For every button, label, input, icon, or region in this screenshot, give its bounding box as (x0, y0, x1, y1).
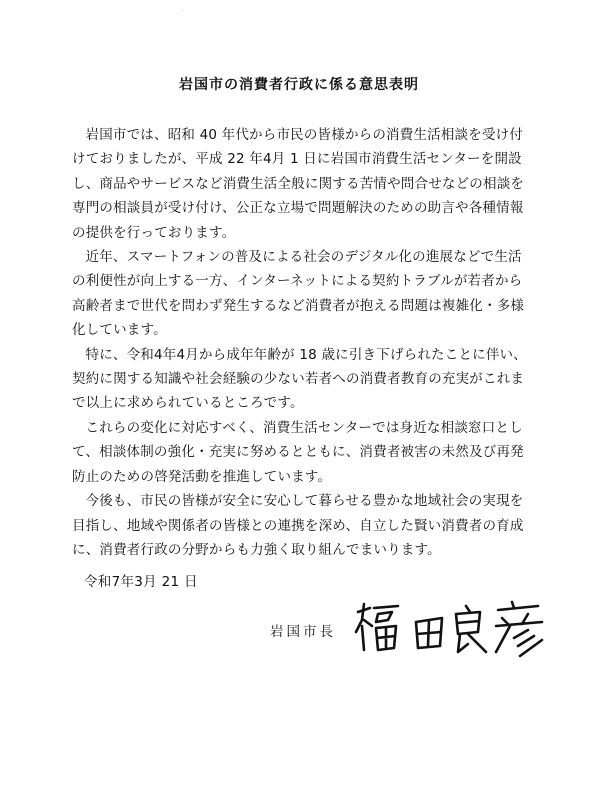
paragraph-2: 近年、スマートフォンの普及による社会のデジタル化の進展などで生活の利便性が向上する一方、インターネットによる契約トラブルが若者から高齢者まで世代を問わず発生するなど消費者が抱える問題は複雑化・多様化しています。 (72, 249, 525, 339)
mayor-title: 岩国市長 (270, 624, 336, 640)
document-body (72, 123, 528, 562)
paragraph-5: 今後も、市民の皆様が安全に安心して暮らせる豊かな地域社会の実現を目指し、地域や関係者の皆様との連携を深め、自立した賢い消費者の育成に、消費者行政の分野からも力強く取り組んでまいります。 (72, 493, 524, 558)
paragraph-4: これらの変化に対応すべく、消費生活センターでは身近な相談窓口として、相談体制の強化・充実に努めるとともに、消費者被害の未然及び再発防止のための啓発活動を推進しています。 (72, 419, 524, 485)
paragraph-1: 岩国市では、昭和 40 年代から市民の皆様からの消費生活相談を受け付けておりましたが、平成 22 年4月 1 日に岩国市消費生活センターを開設し、商品やサービスなど消費生活全般に関する苦情や問合せなどの相談を専門の相談員が受け付け、公正な立場で問題解決のための助言や各種情報の提供を行っております。 (72, 127, 525, 241)
document-title: 岩国市の消費者行政に係る意思表明 (179, 77, 419, 93)
handwritten-signature (352, 598, 552, 658)
scan-speck (182, 10, 183, 11)
paragraph-3: 特に、令和4年4月から成年年齢が 18 歳に引き下げられたことに伴い、契約に関する知識や社会経験の少ない若者への消費者教育の充実がこれまで以上に求められているところです。 (72, 346, 527, 412)
document-date: 令和7年3月 21 日 (84, 574, 198, 590)
